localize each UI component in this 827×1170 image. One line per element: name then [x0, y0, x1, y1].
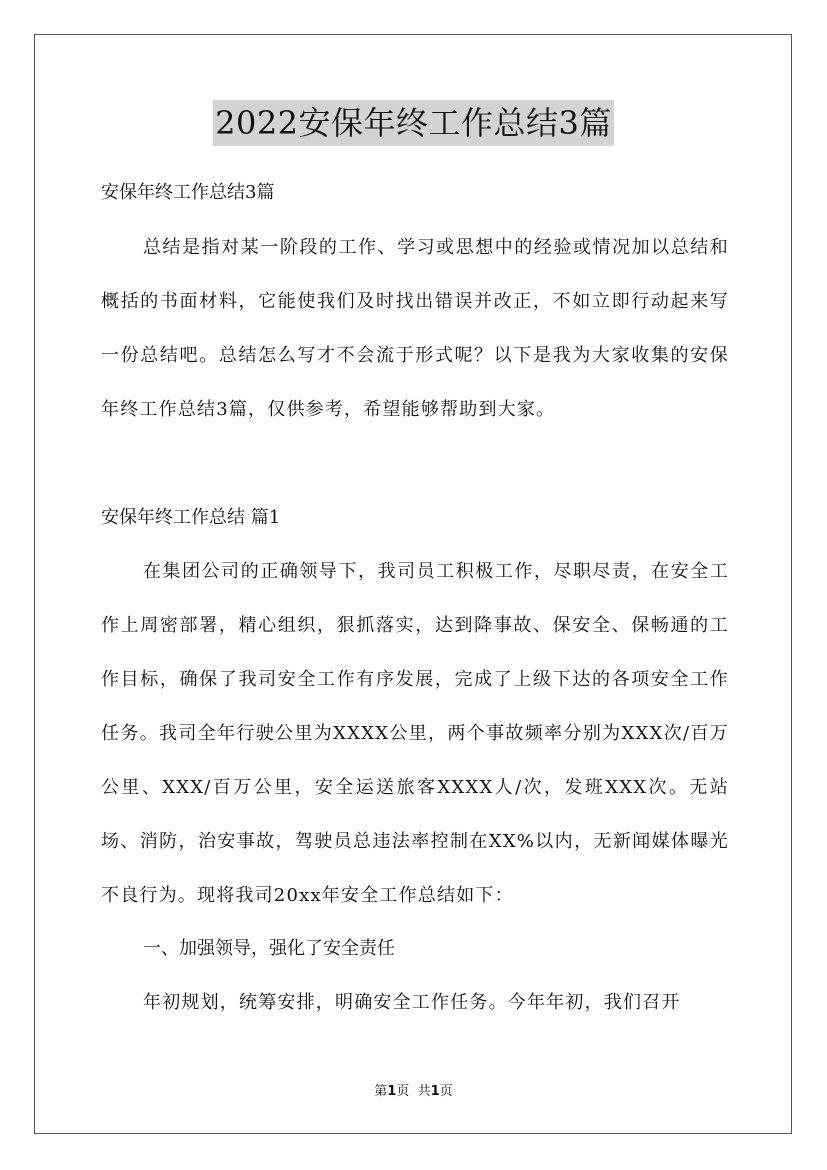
document-subtitle: 安保年终工作总结3篇	[101, 182, 275, 203]
footer-total-pages: 1	[430, 1084, 440, 1099]
footer-prefix: 第	[374, 1084, 388, 1099]
heading-1: 一、加强领导，强化了安全责任	[143, 938, 395, 959]
document-title	[0, 100, 827, 152]
section-paragraph: 在集团公司的正确领导下，我司员工积极工作，尽职尽责，在安全工作上周密部署，精心组织，狠抓落实，达到降事故、保安全、保畅通的工作目标，确保了我司安全工作有序发展，完成了上级下达的各项安全工作任务。我司全年行驶公里为XXXX公里，两个事故频率分别为XXX次/百万公里、XXX/百万公里，安全运送旅客XXXX人/次，发班XXX次。无站场、消防，治安事故，驾驶员总违法率控制在XX%以内，无新闻媒体曝光不良行为。现将我司20xx年安全工作总结如下：	[101, 561, 729, 906]
footer-total-suffix: 页	[439, 1084, 453, 1099]
intro-paragraph: 总结是指对某一阶段的工作、学习或思想中的经验或情况加以总结和概括的书面材料，它能使我们及时找出错误并改正，不如立即行动起来写一份总结吧。总结怎么写才不会流于形式呢？以下是我为大家收集的安保年终工作总结3篇，仅供参考，希望能够帮助到大家。	[101, 237, 729, 420]
footer-page-suffix: 页	[396, 1084, 410, 1099]
page-footer	[0, 1082, 827, 1102]
paragraph-after-heading: 年初规划，统筹安排，明确安全工作任务。今年年初，我们召开	[143, 992, 681, 1013]
section-title: 安保年终工作总结 篇1	[101, 507, 281, 528]
footer-total-prefix: 共	[417, 1084, 431, 1099]
document-title-text: 2022安保年终工作总结3篇	[213, 100, 614, 146]
footer-page-number: 1	[387, 1084, 397, 1099]
